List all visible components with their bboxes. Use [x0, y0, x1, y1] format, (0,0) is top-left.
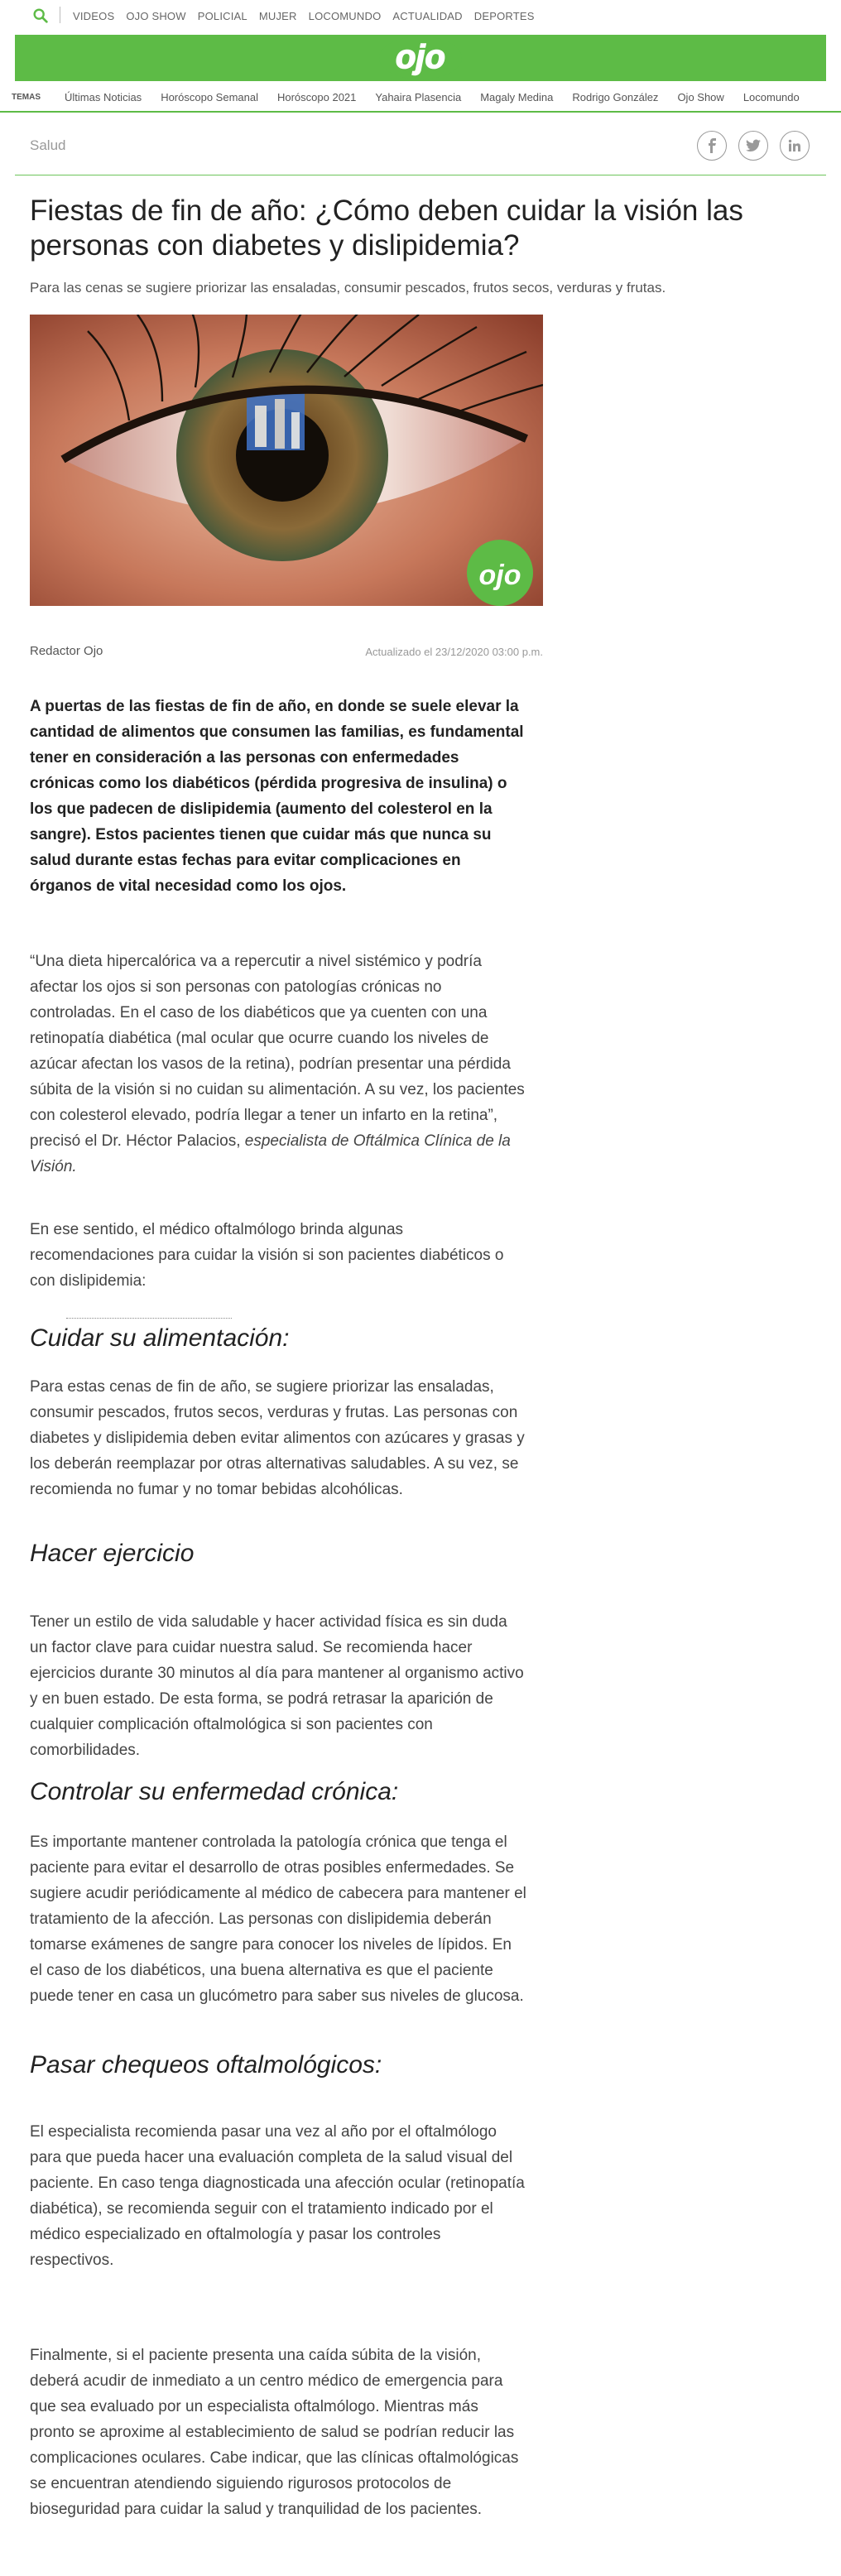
top-nav-ojo-show[interactable]: OJO SHOW [126, 9, 186, 22]
svg-text:ojo: ojo [396, 39, 445, 75]
heading-chronic: Controlar su enfermedad crónica: [30, 1778, 399, 1805]
quote-text: “Una dieta hipercalórica va a repercutir a nivel sistémico y podría afectar los ojos si son personas con patologías crónicas no controladas. En el caso de los diabéticos que ya cuenten con una retinopatía diabética (mal ocular que ocurre cuando los niveles de azúcar afectan los vasos de la retina), podrían presentar una pérdida súbita de la visión si no cuidan su alimentación. A su vez, los pacientes con colesterol elevado, podría llegar a tener un infarto en la retina”, precisó el Dr. Héctor Palacios, [30, 953, 525, 1150]
topic-ojo-show[interactable]: Ojo Show [677, 90, 724, 103]
paragraph-final: Finalmente, si el paciente presenta una caída súbita de la visión, deberá acudir de inmediato a un centro médico de emergencia para que sea evaluado por un especialista oftalmólogo. Mientras más pronto se aproxime al establecimiento de salud se podrían reducir las complicaciones oculares. Cabe indicar, que las clínicas oftalmológicas se encuentran atendiendo siguiendo rigurosos protocolos de bioseguridad para cuidar la salud y tranquilidad de los pacientes. [30, 2347, 519, 2518]
article-subtitle: Para las cenas se sugiere priorizar las ensaladas, consumir pescados, frutos secos, verduras y frutas. [30, 280, 666, 296]
paragraph-chronic: Es importante mantener controlada la patología crónica que tenga el paciente para evitar el desarrollo de otras posibles enfermedades. Se sugiere acudir periódicamente al médico de cabecera para mantener el tratamiento de la afección. Las personas con dislipidemia deberán tomarse exámenes de sangre para conocer los niveles de lípidos. En el caso de los diabéticos, una buena alternativa es que el paciente puede tener en casa un glucómetro para saber sus niveles de glucosa. [30, 1833, 526, 2005]
top-nav-videos[interactable]: VIDEOS [73, 9, 115, 22]
top-nav-deportes[interactable]: DEPORTES [473, 9, 535, 22]
section-bar [15, 114, 826, 175]
top-nav-locomundo[interactable]: LOCOMUNDO [308, 9, 382, 22]
topics-nav [0, 83, 841, 113]
article-headline: Fiestas de fin de año: ¿Cómo deben cuidar la visión las personas con diabetes y dislipidemia? [30, 195, 743, 262]
top-nav [73, 0, 546, 31]
hero-image [30, 315, 543, 606]
ojo-logo[interactable] [375, 35, 466, 81]
image-watermark: ojo [478, 560, 521, 591]
article-intro: En ese sentido, el médico oftalmólogo brinda algunas recomendaciones para cuidar la visión si son pacientes diabéticos o con dislipidemia: [30, 1221, 504, 1290]
section-link[interactable]: Salud [30, 137, 66, 153]
paragraph-checkups: El especialista recomienda pasar una vez al año por el oftalmólogo para que pueda hacer una evaluación completa de la salud visual del paciente. En caso tenga diagnosticada una afección ocular (retinopatía diabética), se recomienda seguir con el tratamiento indicado por el médico especializado en oftalmología y pasar los controles respectivos. [30, 2123, 525, 2269]
topic-ultimas-noticias[interactable]: Últimas Noticias [65, 90, 142, 103]
heading-checkups: Pasar chequeos oftalmológicos: [30, 2051, 382, 2079]
quote-source: especialista de Oftálmica Clínica de la Visión. [30, 1132, 511, 1175]
facebook-icon[interactable] [697, 131, 727, 161]
top-nav-mujer[interactable]: MUJER [258, 9, 297, 22]
article-quote [30, 949, 526, 1180]
topic-horoscopo-2021[interactable]: Horóscopo 2021 [276, 90, 357, 103]
heading-food: Cuidar su alimentación: [30, 1324, 290, 1352]
topics-label: TEMAS [12, 93, 41, 102]
share-buttons [697, 131, 810, 161]
topic-locomundo[interactable]: Locomundo [742, 90, 800, 103]
paragraph-exercise: Tener un estilo de vida saludable y hacer actividad física es sin duda un factor clave para cuidar nuestra salud. Se recomienda hacer ejercicios durante 30 minutos al día para mantener al organismo activo y en buen estado. De esta forma, se podrá retrasar la aparición de cualquier complicación oftalmológica si son pacientes con comorbilidades. [30, 1613, 524, 1759]
search-icon[interactable] [31, 7, 50, 25]
topic-horoscopo-semanal[interactable]: Horóscopo Semanal [161, 90, 258, 103]
header-band [15, 35, 826, 81]
topic-yahaira-plasencia[interactable]: Yahaira Plasencia [375, 90, 462, 103]
article-lead: A puertas de las fiestas de fin de año, en donde se suele elevar la cantidad de alimentos que consumen las familias, es fundamental tener en consideración a las personas con enfermedades crónicas como los diabéticos (pérdida progresiva de insulina) o los que padecen de dislipidemia (aumento del colesterol en la sangre). Estos pacientes tienen que cuidar más que nunca su salud durante estas fechas para evitar complicaciones en órganos de vital necesidad como los ojos. [30, 698, 524, 895]
top-nav-policial[interactable]: POLICIAL [197, 9, 247, 22]
heading-exercise: Hacer ejercicio [30, 1540, 195, 1567]
topic-rodrigo-gonzalez[interactable]: Rodrigo González [572, 90, 659, 103]
linkedin-icon[interactable] [780, 131, 810, 161]
twitter-icon[interactable] [738, 131, 768, 161]
topic-magaly-medina[interactable]: Magaly Medina [480, 90, 554, 103]
divider [66, 1318, 232, 1320]
author-name[interactable]: Redactor Ojo [30, 644, 103, 658]
top-bar [0, 0, 841, 31]
updated-date: Actualizado el 23/12/2020 03:00 p.m. [365, 646, 543, 658]
top-nav-actualidad[interactable]: ACTUALIDAD [392, 9, 463, 22]
paragraph-food: Para estas cenas de fin de año, se sugiere priorizar las ensaladas, consumir pescados, frutos secos, verduras y frutas. Las personas con diabetes y dislipidemia deben evitar alimentos con azúcares y grasas y los deberán reemplazar por otras alternativas saludables. A su vez, se recomienda no fumar y no tomar bebidas alcohólicas. [30, 1378, 525, 1498]
